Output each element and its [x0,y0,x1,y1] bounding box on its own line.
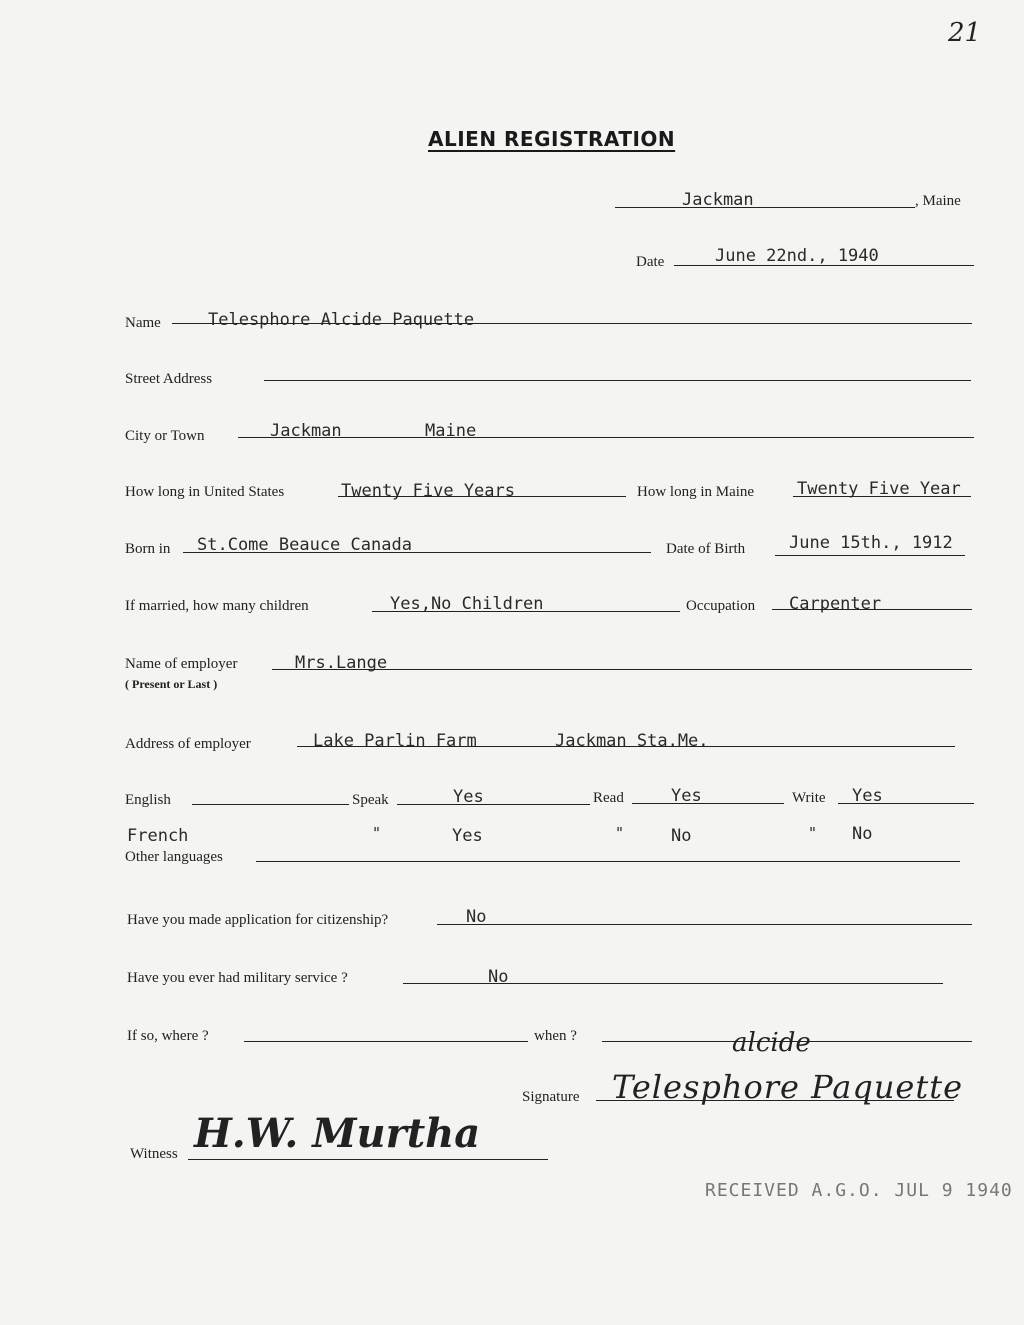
city-line [238,437,974,438]
signature-insert: alcide [732,1028,811,1058]
state-value: Maine [425,421,477,441]
other-languages-line [256,861,960,862]
how-long-maine-label: How long in Maine [637,484,755,500]
born-in-value: St.Come Beauce Canada [197,535,412,555]
page-number: 21 [948,18,982,48]
write-line [838,803,974,804]
street-address-label: Street Address [125,371,213,387]
how-long-maine-line [793,496,971,497]
name-value: Telesphore Alcide Paquette [208,310,475,330]
other-languages-label: Other languages [125,849,223,865]
employer-line [272,669,972,670]
name-label: Name [125,315,161,331]
english-label: English [125,792,171,808]
speak-line [397,804,590,805]
how-long-us-line [338,496,626,497]
born-in-line [183,552,651,553]
city-value: Jackman [270,421,342,441]
french-read-ditto: " [615,824,625,842]
where-label: If so, where ? [127,1028,209,1044]
witness-line [188,1159,548,1160]
where-line [244,1041,528,1042]
dob-value: June 15th., 1912 [789,533,953,553]
english-line [192,804,349,805]
french-label: French [127,826,189,846]
city-label: City or Town [125,428,205,444]
french-write-ditto: " [808,824,818,842]
employer-value: Mrs.Lange [295,653,388,673]
location-value: Jackman [682,190,754,210]
form-title: ALIEN REGISTRATION [428,127,676,151]
employer-address-value-1: Lake Parlin Farm [313,731,477,751]
street-address-line [264,380,971,381]
occupation-value: Carpenter [789,594,882,614]
employer-address-line [297,746,955,747]
signature-label: Signature [522,1089,580,1105]
employer-address-label: Address of employer [125,736,251,752]
location-line [615,207,915,208]
received-stamp: RECEIVED A.G.O. JUL 9 1940 [705,1180,1013,1201]
write-label: Write [792,790,826,806]
military-label: Have you ever had military service ? [127,970,348,986]
employer-label: Name of employer [125,656,238,672]
french-speak-ditto: " [372,824,382,842]
french-speak-value: Yes [452,826,483,846]
military-value: No [488,967,509,987]
english-read-value: Yes [671,786,702,806]
signature-value: Telesphore Paquette [612,1068,964,1106]
born-in-label: Born in [125,541,171,557]
employer-sublabel: ( Present or Last ) [125,677,218,691]
read-line [632,803,784,804]
citizenship-value: No [466,907,487,927]
name-line [172,323,972,324]
occupation-line [772,609,972,610]
dob-label: Date of Birth [666,541,746,557]
french-write-value: No [852,824,873,844]
date-value: June 22nd., 1940 [715,246,879,266]
citizenship-label: Have you made application for citizenship? [127,912,389,928]
how-long-us-label: How long in United States [125,484,285,500]
when-label: when ? [534,1028,577,1044]
military-line [403,983,943,984]
witness-signature: H.W. Murtha [194,1110,481,1157]
date-line [674,265,974,266]
speak-label: Speak [352,792,389,808]
citizenship-line [437,924,972,925]
how-long-us-value: Twenty Five Years [341,481,515,501]
signature-line [596,1100,954,1101]
children-line [372,611,680,612]
children-label: If married, how many children [125,598,309,614]
french-read-value: No [671,826,692,846]
children-value: Yes,No Children [390,594,544,614]
dob-line [775,555,965,556]
english-write-value: Yes [852,786,883,806]
witness-label: Witness [130,1146,178,1162]
occupation-label: Occupation [686,598,756,614]
employer-address-value-2: Jackman Sta.Me. [555,731,709,751]
date-label: Date [636,254,665,270]
read-label: Read [593,790,624,806]
location-suffix: , Maine [915,193,961,209]
how-long-maine-value: Twenty Five Year [797,479,961,499]
english-speak-value: Yes [453,787,484,807]
